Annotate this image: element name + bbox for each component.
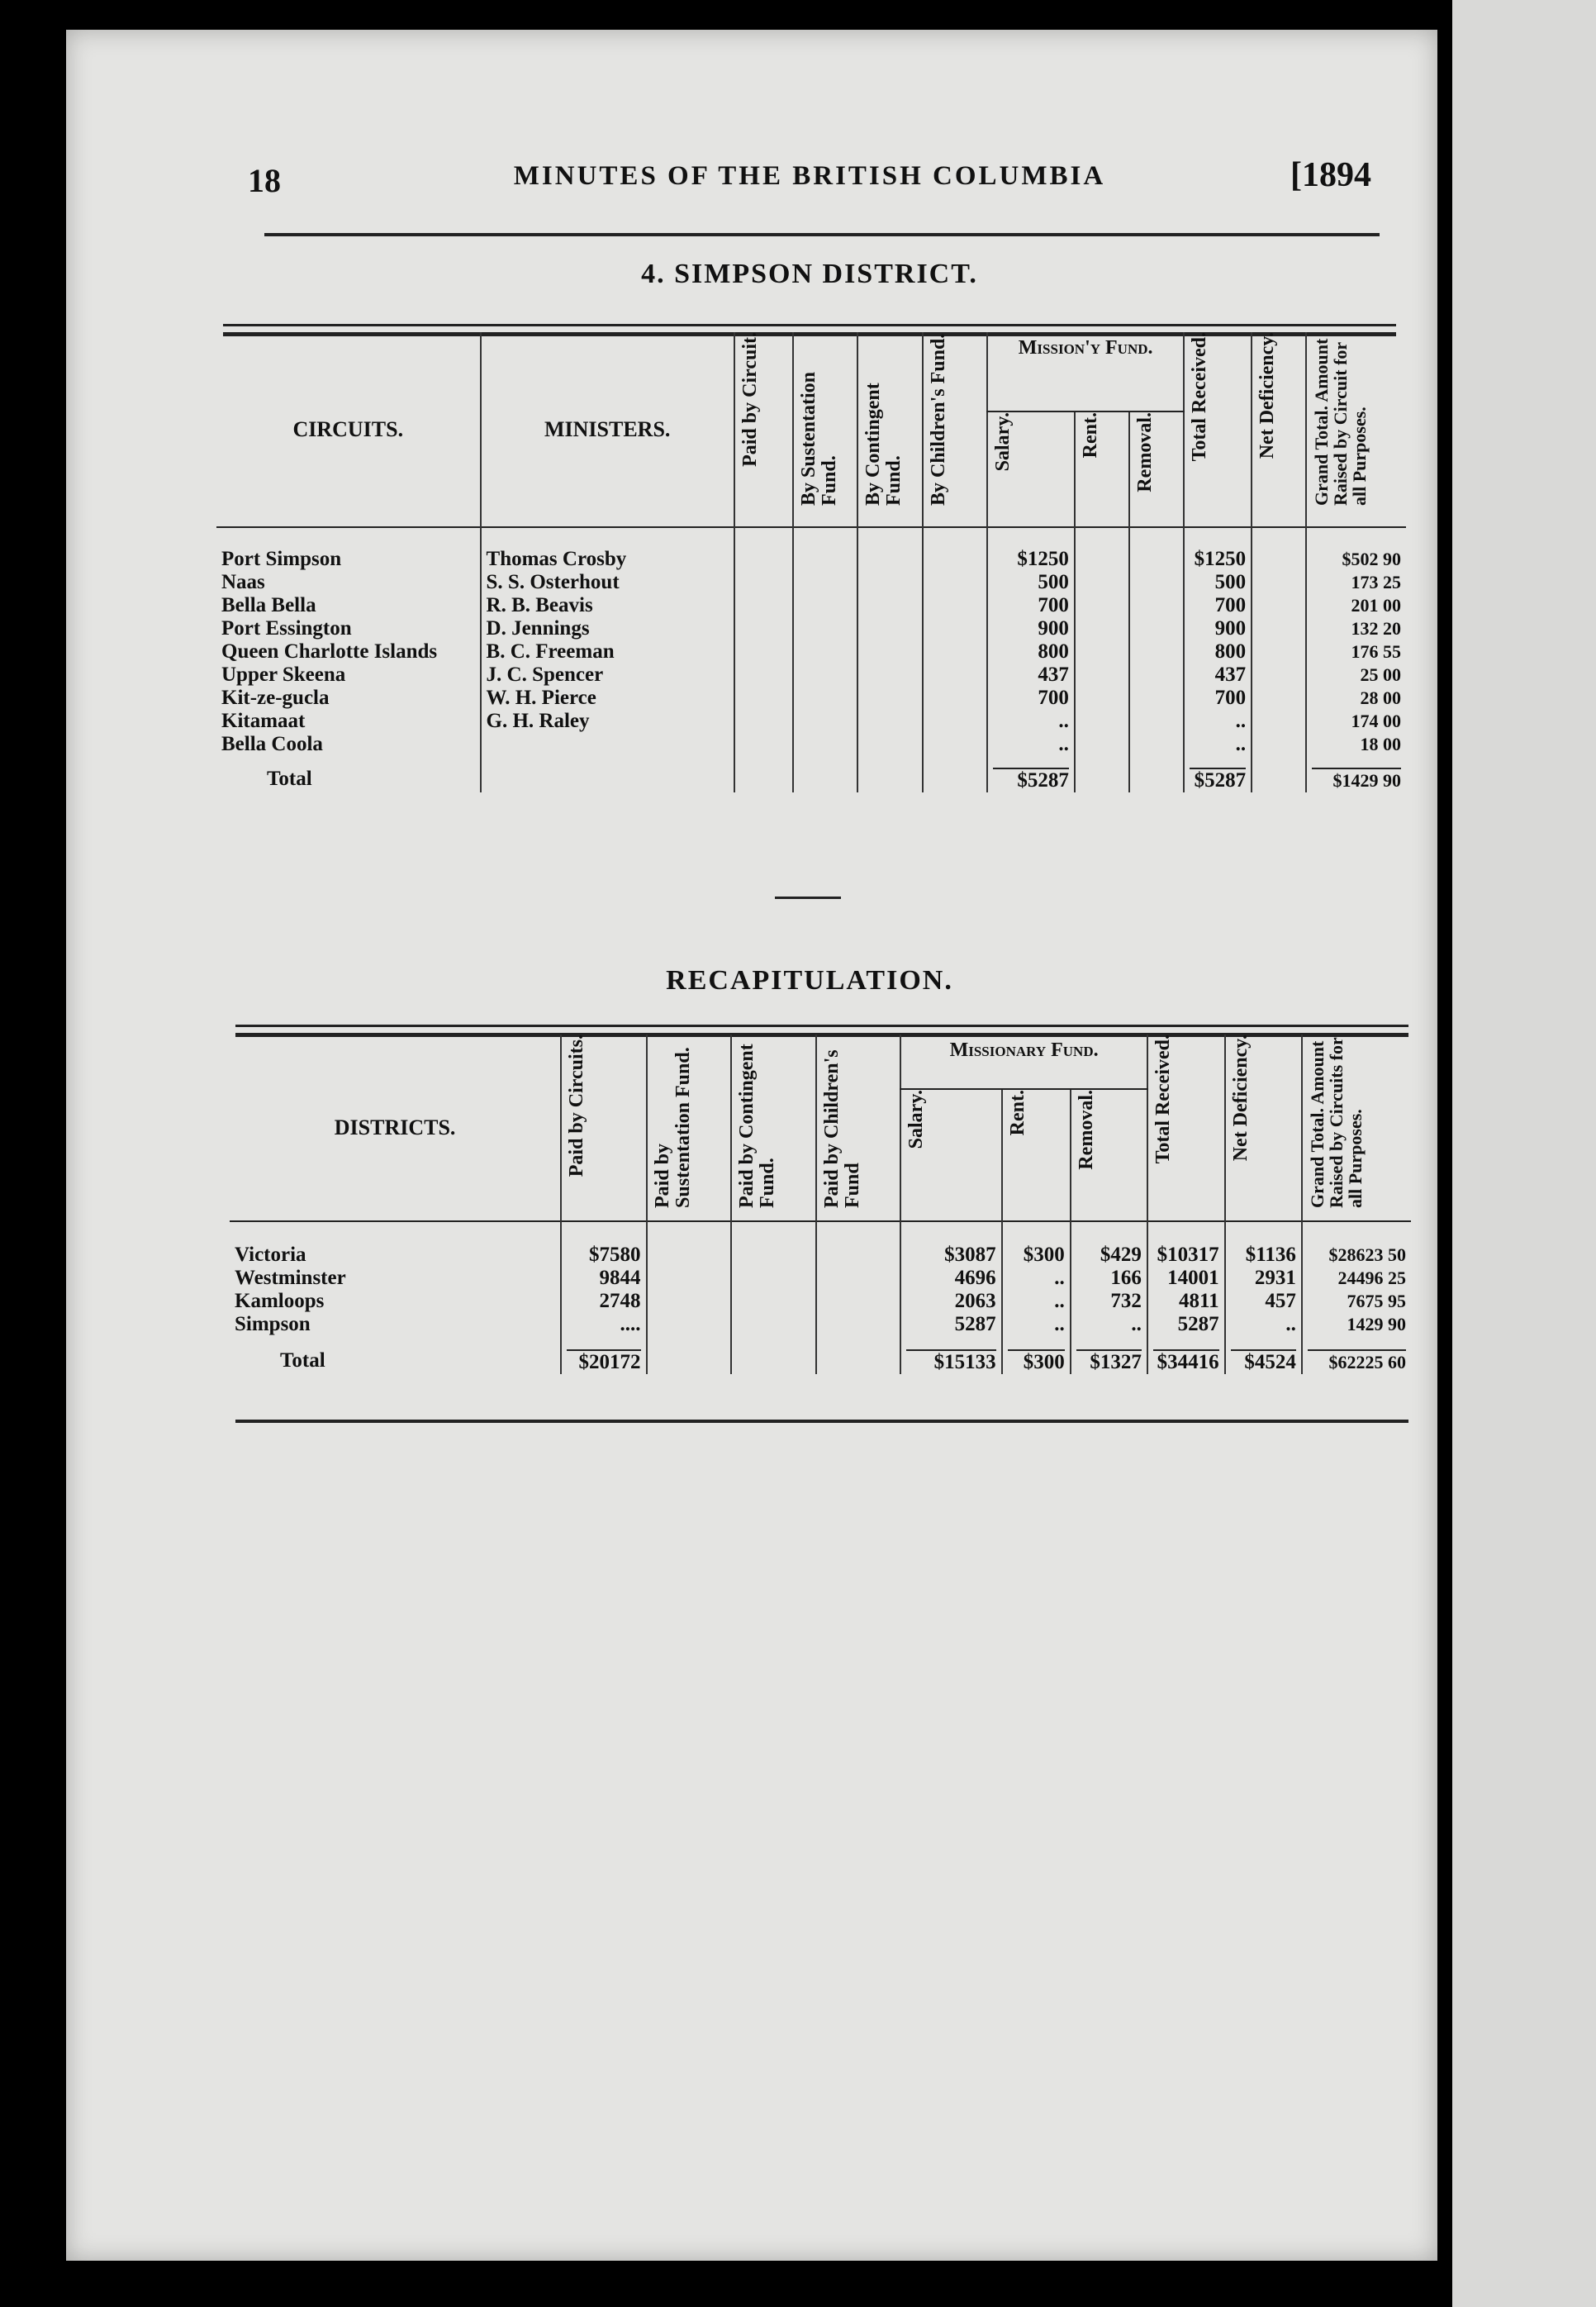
paid-total: $20172 [567, 1349, 640, 1374]
grand-value: 28 00 [1360, 687, 1401, 708]
col-circuits: CIRCUITS. [292, 416, 404, 441]
recap-removal-value: $429 [1100, 1244, 1142, 1266]
total-received-total: $5287 [1190, 768, 1246, 792]
grand-value: 25 00 [1360, 664, 1401, 685]
col-grand-total: Grand Total. Amount Raised by Circuit for all Purposes. [1306, 332, 1406, 527]
col-recap-total-received: Total Received. [1147, 1035, 1225, 1221]
recap-grand-value: 24496 25 [1337, 1268, 1406, 1288]
recap-removal-value: 732 [1110, 1290, 1142, 1312]
circuit-name: Bella Coola [221, 733, 323, 755]
salary-value: .. [1058, 710, 1069, 732]
col-recap-grand-total: Grand Total. Amount Raised by Circuits for all Purposes. [1302, 1035, 1411, 1221]
simpson-title: 4. SIMPSON DISTRICT. [641, 259, 978, 289]
recap-grand-value: 1429 90 [1347, 1314, 1406, 1334]
recap-removal-cell [1071, 1221, 1147, 1374]
district-name: Simpson [235, 1313, 311, 1335]
total-value: 900 [1214, 617, 1247, 640]
recap-removal-total: $1327 [1076, 1349, 1142, 1374]
minister-name [487, 733, 729, 756]
col-by-childrens: By Children's Fund. [923, 332, 988, 527]
salary-total: $5287 [993, 768, 1068, 792]
grand-value: 173 25 [1351, 572, 1401, 592]
col-districts: DISTRICTS. [334, 1115, 456, 1139]
recap-grand-total-total: $62225 60 [1308, 1349, 1406, 1374]
grand-total-total: $1429 90 [1312, 768, 1401, 792]
salary-value: .. [1058, 733, 1069, 755]
minister-name: Thomas Crosby [486, 548, 627, 570]
recap-total-value: 4811 [1179, 1290, 1219, 1312]
col-recap-removal: Removal. [1071, 1089, 1147, 1221]
total-received-cell [1184, 527, 1252, 792]
paid-value: .... [620, 1313, 641, 1335]
minister-name: J. C. Spencer [486, 664, 604, 686]
district-name: Victoria [235, 1244, 306, 1266]
col-ministers: MINISTERS. [481, 332, 734, 527]
minister-name: G. H. Raley [486, 710, 590, 732]
grand-value: 18 00 [1360, 734, 1401, 754]
minister-name: R. B. Beavis [486, 594, 593, 616]
recap-salary-value: $3087 [944, 1244, 996, 1266]
circuit-name: Naas [221, 571, 265, 593]
salary-value: 900 [1038, 617, 1069, 640]
paid-value: $7580 [589, 1244, 641, 1266]
circuit-name: Port Essington [221, 617, 352, 640]
col-paid-by-sustentation: Paid by Sustentation Fund. [647, 1035, 732, 1221]
recap-removal-value: .. [1131, 1313, 1142, 1335]
recap-grand-value: $28623 50 [1328, 1244, 1406, 1265]
minister-name: B. C. Freeman [486, 640, 615, 663]
col-paid-by-contingent: Paid by Contingent Fund. [731, 1035, 816, 1221]
minister-name: W. H. Pierce [486, 687, 596, 709]
running-title: MINUTES OF THE BRITISH COLUMBIA [513, 161, 1106, 191]
total-value: $1250 [1194, 548, 1247, 570]
salary-value: 700 [1038, 594, 1069, 616]
header-rule [264, 233, 1380, 236]
recap-net-deficiency-cell [1225, 1221, 1302, 1374]
circuit-name: Upper Skeena [221, 664, 346, 686]
recap-total-value: 14001 [1167, 1267, 1219, 1289]
recap-total-received-total: $34416 [1153, 1349, 1219, 1374]
recap-total-label: Total [280, 1349, 325, 1372]
district-name: Kamloops [235, 1290, 325, 1312]
recap-total-value: 5287 [1177, 1313, 1219, 1335]
page-number: 18 [248, 162, 281, 199]
recap-table-top-rule [235, 1025, 1408, 1027]
circuit-name: Kit-ze-gucla [221, 687, 330, 709]
salary-value: 500 [1038, 571, 1069, 593]
recap-net-value: .. [1285, 1313, 1296, 1335]
recap-salary-value: 2063 [954, 1290, 996, 1312]
grand-value: $502 90 [1342, 549, 1401, 569]
year-label: [1894 [1290, 156, 1371, 194]
recap-grand-value: 7675 95 [1347, 1291, 1406, 1311]
col-paid-by-circuits: Paid by Circuits. [561, 1035, 646, 1221]
total-value: 700 [1214, 594, 1247, 616]
paid-value: 9844 [599, 1267, 641, 1289]
adjacent-page-edge [1452, 0, 1596, 2307]
salary-value: $1250 [1017, 548, 1069, 570]
simpson-table [216, 332, 1406, 792]
col-recap-net-deficiency: Net Deficiency. [1225, 1035, 1302, 1221]
col-group-mission-fund: Mission'y Fund. [987, 332, 1183, 411]
grand-value: 174 00 [1351, 711, 1401, 731]
recap-net-total: $4524 [1231, 1349, 1296, 1374]
recap-salary-total: $15133 [906, 1349, 995, 1374]
salary-value: 800 [1038, 640, 1069, 663]
grand-value: 201 00 [1351, 595, 1401, 616]
circuit-name: Port Simpson [221, 548, 342, 570]
recap-rent-value: .. [1054, 1290, 1065, 1312]
total-value: .. [1235, 733, 1247, 755]
recap-table [230, 1035, 1411, 1374]
districts-cell [230, 1221, 561, 1374]
recap-rent-cell [1002, 1221, 1071, 1374]
minister-name: S. S. Osterhout [486, 571, 620, 593]
total-label: Total [267, 768, 312, 790]
circuits-cell [216, 527, 481, 792]
recap-rent-total: $300 [1008, 1349, 1065, 1374]
salary-value: 700 [1038, 687, 1069, 709]
simpson-table-top-rule [223, 324, 1396, 326]
recap-net-value: $1136 [1245, 1244, 1296, 1266]
recap-salary-value: 5287 [954, 1313, 996, 1335]
total-value: 800 [1214, 640, 1247, 663]
col-by-contingent: By Contingent Fund. [857, 332, 923, 527]
section-separator [775, 897, 841, 899]
salary-value: 437 [1038, 664, 1069, 686]
col-paid-by-circuit: Paid by Circuit. [734, 332, 793, 527]
circuit-name: Kitamaat [221, 710, 306, 732]
recap-total-value: $10317 [1157, 1244, 1219, 1266]
recap-net-value: 457 [1265, 1290, 1296, 1312]
district-name: Westminster [235, 1267, 346, 1289]
col-total-received: Total Received. [1184, 332, 1252, 527]
recap-net-value: 2931 [1254, 1267, 1296, 1289]
recap-rent-value: $300 [1023, 1244, 1065, 1266]
col-rent: Rent. [1075, 411, 1129, 527]
recap-removal-value: 166 [1110, 1267, 1142, 1289]
paid-value: 2748 [599, 1290, 641, 1312]
ministers-cell [481, 527, 734, 792]
col-by-sustentation: By Sustentation Fund. [793, 332, 858, 527]
col-group-missionary-fund: Missionary Fund. [900, 1035, 1147, 1089]
circuit-name: Queen Charlotte Islands [221, 640, 438, 663]
minister-name: D. Jennings [486, 617, 590, 640]
total-value: 700 [1214, 687, 1247, 709]
recap-total-received-cell [1147, 1221, 1225, 1374]
col-recap-rent: Rent. [1002, 1089, 1071, 1221]
total-value: 500 [1214, 571, 1247, 593]
recap-bottom-rule [235, 1420, 1408, 1423]
salary-cell [987, 527, 1074, 792]
total-value: 437 [1214, 664, 1247, 686]
col-salary: Salary. [987, 411, 1074, 527]
recap-grand-total-cell [1302, 1221, 1411, 1374]
paid-cell [561, 1221, 646, 1374]
recap-rent-value: .. [1054, 1267, 1065, 1289]
circuit-name: Bella Bella [221, 594, 316, 616]
recap-rent-value: .. [1054, 1313, 1065, 1335]
grand-total-cell [1306, 527, 1406, 792]
col-net-deficiency: Net Deficiency. [1252, 332, 1306, 527]
col-removal: Removal. [1129, 411, 1184, 527]
col-recap-salary: Salary. [900, 1089, 1001, 1221]
page-header [248, 124, 1371, 199]
recap-salary-cell [900, 1221, 1001, 1374]
total-value: .. [1235, 710, 1247, 732]
grand-value: 176 55 [1351, 641, 1401, 662]
grand-value: 132 20 [1351, 618, 1401, 639]
recap-title: RECAPITULATION. [666, 965, 953, 996]
recap-salary-value: 4696 [954, 1267, 996, 1289]
col-paid-by-childrens: Paid by Children's Fund [816, 1035, 901, 1221]
